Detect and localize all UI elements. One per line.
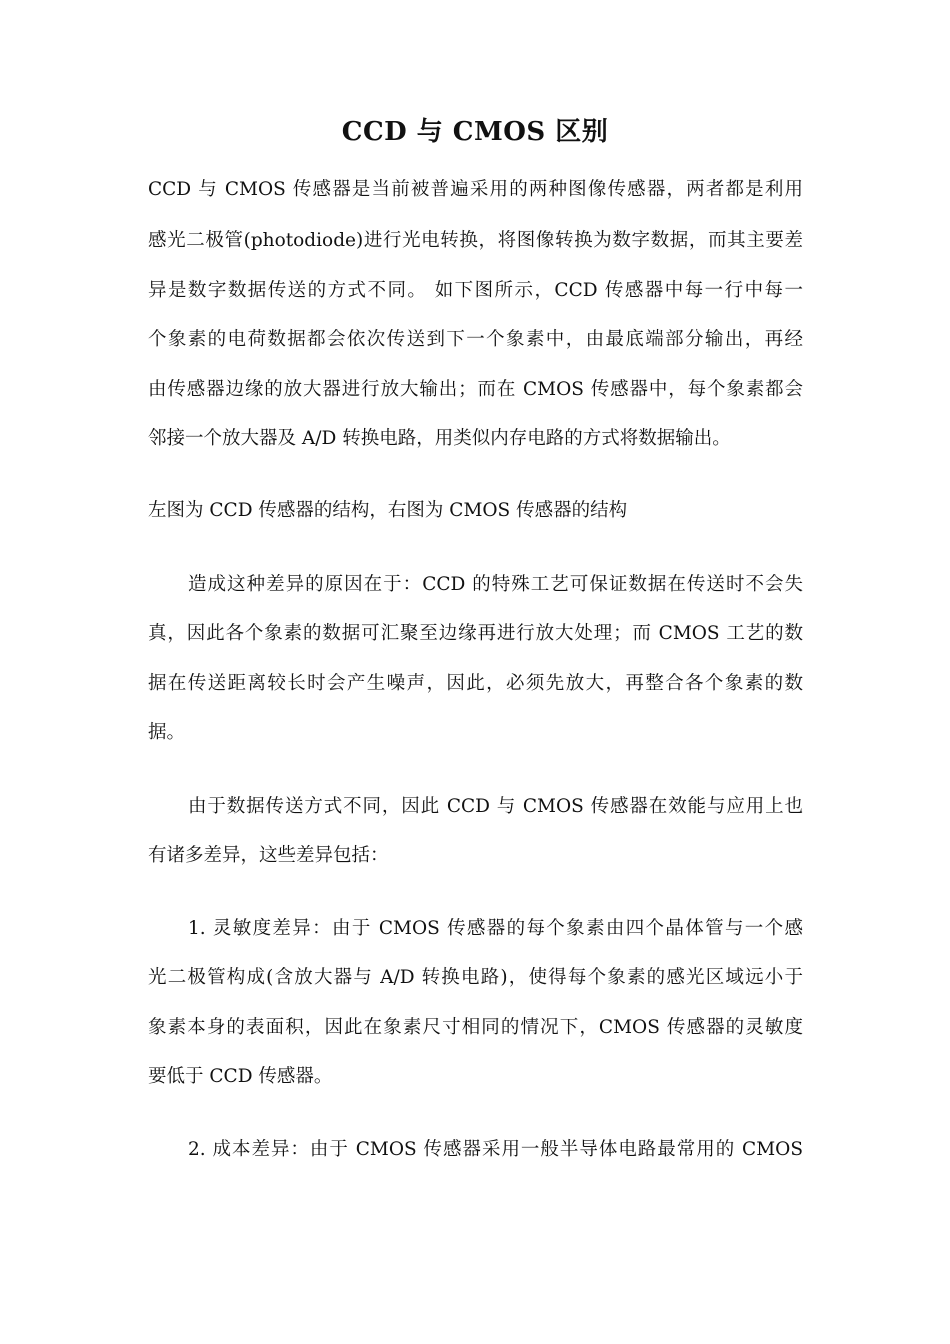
paragraph-line: 个象素的电荷数据都会依次传送到下一个象素中，由最底端部分输出，再经 bbox=[148, 329, 803, 350]
list-item-line: 光二极管构成(含放大器与 A/D 转换电路)，使得每个象素的感光区域远小于 bbox=[148, 967, 803, 988]
paragraph-line: 据。 bbox=[148, 722, 186, 743]
list-item-line: 2. 成本差异：由于 CMOS 传感器采用一般半导体电路最常用的 CMOS bbox=[188, 1139, 803, 1160]
list-item-line: 象素本身的表面积，因此在象素尺寸相同的情况下，CMOS 传感器的灵敏度 bbox=[148, 1017, 803, 1038]
paragraph-line: 邻接一个放大器及 A/D 转换电路，用类似内存电路的方式将数据输出。 bbox=[148, 428, 731, 449]
paragraph-line: 由于数据传送方式不同，因此 CCD 与 CMOS 传感器在效能与应用上也 bbox=[188, 796, 803, 817]
figure-caption: 左图为 CCD 传感器的结构，右图为 CMOS 传感器的结构 bbox=[148, 500, 628, 521]
page-title: CCD 与 CMOS 区别 bbox=[341, 117, 609, 147]
paragraph-line: 造成这种差异的原因在于：CCD 的特殊工艺可保证数据在传送时不会失 bbox=[188, 574, 803, 595]
paragraph-line: 有诸多差异，这些差异包括： bbox=[148, 845, 389, 866]
paragraph-line: 异是数字数据传送的方式不同。 如下图所示，CCD 传感器中每一行中每一 bbox=[148, 280, 803, 301]
paragraph-line: 真，因此各个象素的数据可汇聚至边缘再进行放大处理；而 CMOS 工艺的数 bbox=[148, 623, 803, 644]
paragraph-line: 据在传送距离较长时会产生噪声，因此，必须先放大，再整合各个象素的数 bbox=[148, 673, 803, 694]
paragraph-line: 感光二极管(photodiode)进行光电转换，将图像转换为数字数据，而其主要差 bbox=[148, 230, 803, 251]
paragraph-line: CCD 与 CMOS 传感器是当前被普遍采用的两种图像传感器，两者都是利用 bbox=[148, 179, 803, 200]
paragraph-line: 由传感器边缘的放大器进行放大输出；而在 CMOS 传感器中，每个象素都会 bbox=[148, 379, 803, 400]
list-item-line: 要低于 CCD 传感器。 bbox=[148, 1066, 333, 1087]
list-item-line: 1. 灵敏度差异：由于 CMOS 传感器的每个象素由四个晶体管与一个感 bbox=[188, 918, 803, 939]
